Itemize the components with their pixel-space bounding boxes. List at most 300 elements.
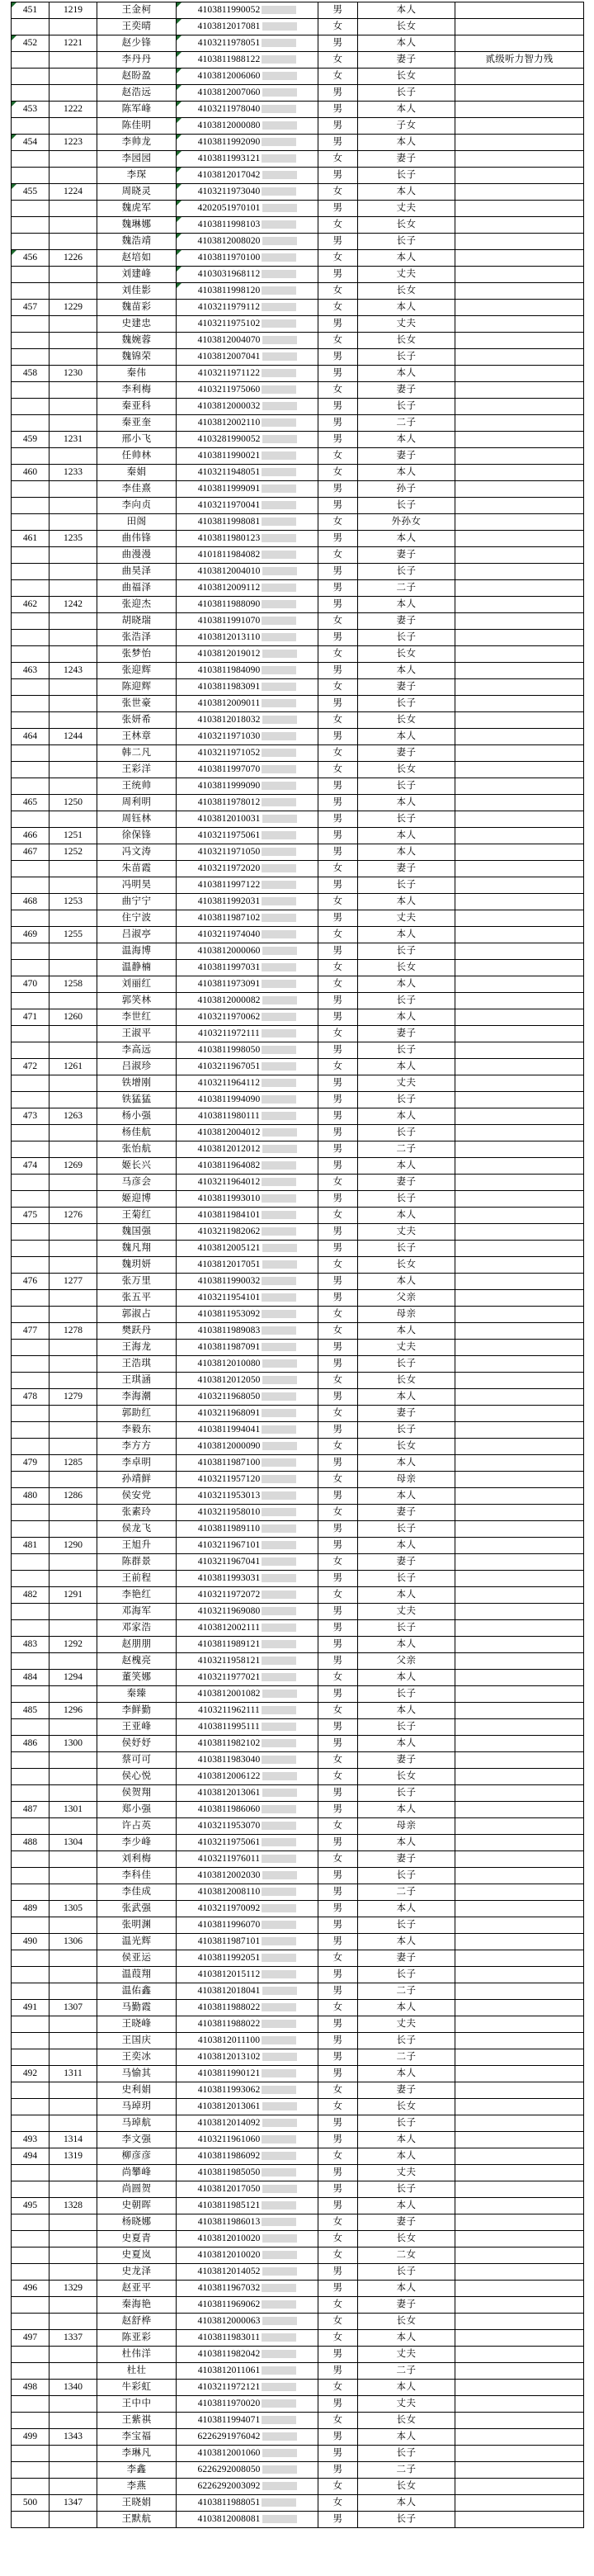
cell-name[interactable] xyxy=(97,877,177,894)
cell-household-no[interactable] xyxy=(50,1521,97,1538)
cell-relation[interactable] xyxy=(358,2248,455,2264)
cell-note[interactable] xyxy=(455,993,584,1009)
cell-household-no[interactable] xyxy=(50,2214,97,2231)
cell-name[interactable] xyxy=(97,1818,177,1835)
cell-id-number[interactable] xyxy=(177,877,318,894)
cell-relation[interactable] xyxy=(358,2495,455,2512)
cell-gender[interactable] xyxy=(318,514,358,531)
cell-relation[interactable] xyxy=(358,1257,455,1274)
cell-household-no[interactable] xyxy=(50,1719,97,1736)
cell-gender[interactable] xyxy=(318,1670,358,1686)
cell-id-number[interactable] xyxy=(177,2413,318,2429)
cell-gender[interactable] xyxy=(318,1488,358,1505)
cell-name[interactable] xyxy=(97,1108,177,1125)
cell-household-no[interactable] xyxy=(50,1587,97,1604)
cell-gender[interactable] xyxy=(318,448,358,465)
cell-gender[interactable] xyxy=(318,1851,358,1868)
cell-id-number[interactable] xyxy=(177,2165,318,2181)
cell-id-number[interactable] xyxy=(177,366,318,382)
cell-gender[interactable] xyxy=(318,1571,358,1587)
cell-sequence[interactable] xyxy=(12,432,50,448)
cell-note[interactable] xyxy=(455,2000,584,2016)
cell-name[interactable] xyxy=(97,1224,177,1241)
cell-note[interactable] xyxy=(455,1554,584,1571)
cell-sequence[interactable] xyxy=(12,696,50,712)
cell-relation[interactable] xyxy=(358,300,455,316)
cell-gender[interactable] xyxy=(318,2198,358,2214)
cell-id-number[interactable] xyxy=(177,2132,318,2148)
cell-note[interactable] xyxy=(455,2165,584,2181)
cell-name[interactable] xyxy=(97,2198,177,2214)
cell-sequence[interactable] xyxy=(12,85,50,102)
cell-name[interactable] xyxy=(97,1934,177,1950)
cell-relation[interactable] xyxy=(358,1455,455,1472)
cell-note[interactable] xyxy=(455,927,584,943)
cell-relation[interactable] xyxy=(358,1009,455,1026)
cell-gender[interactable] xyxy=(318,1736,358,1752)
cell-relation[interactable] xyxy=(358,613,455,630)
cell-note[interactable] xyxy=(455,1108,584,1125)
cell-sequence[interactable] xyxy=(12,531,50,547)
cell-note[interactable] xyxy=(455,1653,584,1670)
cell-id-number[interactable] xyxy=(177,1802,318,1818)
cell-id-number[interactable] xyxy=(177,399,318,415)
cell-name[interactable] xyxy=(97,1785,177,1802)
cell-relation[interactable] xyxy=(358,1752,455,1769)
cell-gender[interactable] xyxy=(318,943,358,960)
cell-name[interactable] xyxy=(97,1917,177,1934)
cell-name[interactable] xyxy=(97,234,177,250)
cell-relation[interactable] xyxy=(358,778,455,795)
cell-gender[interactable] xyxy=(318,894,358,910)
cell-gender[interactable] xyxy=(318,1274,358,1290)
cell-household-no[interactable] xyxy=(50,712,97,729)
cell-household-no[interactable] xyxy=(50,1934,97,1950)
cell-name[interactable] xyxy=(97,481,177,498)
cell-household-no[interactable] xyxy=(50,498,97,514)
cell-gender[interactable] xyxy=(318,349,358,366)
cell-sequence[interactable] xyxy=(12,580,50,597)
cell-name[interactable] xyxy=(97,1604,177,1620)
cell-note[interactable] xyxy=(455,1241,584,1257)
cell-note[interactable] xyxy=(455,1075,584,1092)
cell-household-no[interactable] xyxy=(50,1026,97,1042)
cell-id-number[interactable] xyxy=(177,1108,318,1125)
cell-household-no[interactable] xyxy=(50,2033,97,2049)
cell-sequence[interactable] xyxy=(12,102,50,118)
cell-sequence[interactable] xyxy=(12,894,50,910)
cell-note[interactable] xyxy=(455,498,584,514)
cell-relation[interactable] xyxy=(358,250,455,267)
cell-note[interactable] xyxy=(455,2248,584,2264)
cell-household-no[interactable] xyxy=(50,679,97,696)
cell-id-number[interactable] xyxy=(177,580,318,597)
cell-name[interactable] xyxy=(97,102,177,118)
cell-sequence[interactable] xyxy=(12,1769,50,1785)
cell-note[interactable] xyxy=(455,366,584,382)
cell-household-no[interactable] xyxy=(50,1439,97,1455)
cell-id-number[interactable] xyxy=(177,19,318,35)
cell-note[interactable] xyxy=(455,1290,584,1307)
cell-gender[interactable] xyxy=(318,2512,358,2528)
cell-name[interactable] xyxy=(97,1653,177,1670)
cell-id-number[interactable] xyxy=(177,2214,318,2231)
cell-note[interactable] xyxy=(455,399,584,415)
cell-name[interactable] xyxy=(97,1752,177,1769)
cell-relation[interactable] xyxy=(358,712,455,729)
cell-household-no[interactable] xyxy=(50,1108,97,1125)
cell-id-number[interactable] xyxy=(177,2314,318,2330)
cell-sequence[interactable] xyxy=(12,1785,50,1802)
cell-relation[interactable] xyxy=(358,910,455,927)
cell-note[interactable] xyxy=(455,2082,584,2099)
cell-sequence[interactable] xyxy=(12,1587,50,1604)
cell-household-no[interactable] xyxy=(50,1752,97,1769)
cell-relation[interactable] xyxy=(358,547,455,564)
cell-name[interactable] xyxy=(97,2148,177,2165)
cell-name[interactable] xyxy=(97,300,177,316)
cell-name[interactable] xyxy=(97,2214,177,2231)
cell-gender[interactable] xyxy=(318,2363,358,2380)
cell-relation[interactable] xyxy=(358,1637,455,1653)
cell-gender[interactable] xyxy=(318,696,358,712)
cell-note[interactable] xyxy=(455,85,584,102)
cell-name[interactable] xyxy=(97,2512,177,2528)
cell-relation[interactable] xyxy=(358,382,455,399)
cell-gender[interactable] xyxy=(318,2462,358,2479)
cell-note[interactable] xyxy=(455,69,584,85)
cell-sequence[interactable] xyxy=(12,1934,50,1950)
cell-id-number[interactable] xyxy=(177,1075,318,1092)
cell-relation[interactable] xyxy=(358,597,455,613)
cell-sequence[interactable] xyxy=(12,1307,50,1323)
cell-note[interactable] xyxy=(455,1505,584,1521)
cell-household-no[interactable] xyxy=(50,1191,97,1208)
cell-household-no[interactable] xyxy=(50,2099,97,2115)
cell-name[interactable] xyxy=(97,2297,177,2314)
cell-relation[interactable] xyxy=(358,2000,455,2016)
cell-id-number[interactable] xyxy=(177,795,318,811)
cell-gender[interactable] xyxy=(318,465,358,481)
cell-note[interactable] xyxy=(455,333,584,349)
cell-household-no[interactable] xyxy=(50,168,97,184)
cell-id-number[interactable] xyxy=(177,184,318,201)
cell-sequence[interactable] xyxy=(12,250,50,267)
cell-household-no[interactable] xyxy=(50,1653,97,1670)
cell-relation[interactable] xyxy=(358,1092,455,1108)
cell-gender[interactable] xyxy=(318,564,358,580)
cell-sequence[interactable] xyxy=(12,1323,50,1340)
cell-id-number[interactable] xyxy=(177,2,318,19)
cell-relation[interactable] xyxy=(358,1983,455,2000)
cell-sequence[interactable] xyxy=(12,135,50,151)
cell-sequence[interactable] xyxy=(12,1208,50,1224)
cell-name[interactable] xyxy=(97,1967,177,1983)
cell-gender[interactable] xyxy=(318,745,358,762)
cell-note[interactable] xyxy=(455,2363,584,2380)
cell-id-number[interactable] xyxy=(177,663,318,679)
cell-household-no[interactable] xyxy=(50,2165,97,2181)
cell-sequence[interactable] xyxy=(12,1736,50,1752)
cell-id-number[interactable] xyxy=(177,564,318,580)
cell-sequence[interactable] xyxy=(12,597,50,613)
cell-household-no[interactable] xyxy=(50,1868,97,1884)
cell-sequence[interactable] xyxy=(12,1604,50,1620)
cell-sequence[interactable] xyxy=(12,1075,50,1092)
cell-relation[interactable] xyxy=(358,2446,455,2462)
cell-name[interactable] xyxy=(97,1356,177,1373)
cell-id-number[interactable] xyxy=(177,1719,318,1736)
cell-gender[interactable] xyxy=(318,85,358,102)
cell-id-number[interactable] xyxy=(177,85,318,102)
cell-note[interactable] xyxy=(455,580,584,597)
cell-name[interactable] xyxy=(97,1587,177,1604)
cell-gender[interactable] xyxy=(318,1158,358,1175)
cell-relation[interactable] xyxy=(358,283,455,300)
cell-name[interactable] xyxy=(97,217,177,234)
cell-id-number[interactable] xyxy=(177,2000,318,2016)
cell-household-no[interactable] xyxy=(50,2512,97,2528)
cell-relation[interactable] xyxy=(358,481,455,498)
cell-sequence[interactable] xyxy=(12,2495,50,2512)
cell-relation[interactable] xyxy=(358,1736,455,1752)
cell-household-no[interactable] xyxy=(50,1538,97,1554)
cell-relation[interactable] xyxy=(358,960,455,976)
cell-id-number[interactable] xyxy=(177,448,318,465)
cell-id-number[interactable] xyxy=(177,1901,318,1917)
cell-sequence[interactable] xyxy=(12,1108,50,1125)
cell-household-no[interactable] xyxy=(50,2314,97,2330)
cell-sequence[interactable] xyxy=(12,2462,50,2479)
cell-gender[interactable] xyxy=(318,498,358,514)
cell-id-number[interactable] xyxy=(177,1835,318,1851)
cell-name[interactable] xyxy=(97,399,177,415)
cell-relation[interactable] xyxy=(358,267,455,283)
cell-note[interactable] xyxy=(455,52,584,69)
cell-household-no[interactable] xyxy=(50,663,97,679)
cell-name[interactable] xyxy=(97,415,177,432)
cell-gender[interactable] xyxy=(318,250,358,267)
cell-id-number[interactable] xyxy=(177,1373,318,1389)
cell-name[interactable] xyxy=(97,2132,177,2148)
cell-note[interactable] xyxy=(455,1686,584,1703)
cell-id-number[interactable] xyxy=(177,283,318,300)
cell-note[interactable] xyxy=(455,2066,584,2082)
cell-id-number[interactable] xyxy=(177,151,318,168)
cell-sequence[interactable] xyxy=(12,1554,50,1571)
cell-household-no[interactable] xyxy=(50,1274,97,1290)
cell-gender[interactable] xyxy=(318,135,358,151)
cell-sequence[interactable] xyxy=(12,234,50,250)
cell-sequence[interactable] xyxy=(12,1092,50,1108)
cell-sequence[interactable] xyxy=(12,778,50,795)
cell-name[interactable] xyxy=(97,514,177,531)
cell-id-number[interactable] xyxy=(177,1455,318,1472)
cell-note[interactable] xyxy=(455,828,584,844)
cell-household-no[interactable] xyxy=(50,729,97,745)
cell-relation[interactable] xyxy=(358,2198,455,2214)
cell-name[interactable] xyxy=(97,1769,177,1785)
cell-name[interactable] xyxy=(97,630,177,646)
cell-id-number[interactable] xyxy=(177,927,318,943)
cell-sequence[interactable] xyxy=(12,1274,50,1290)
cell-relation[interactable] xyxy=(358,679,455,696)
cell-sequence[interactable] xyxy=(12,2,50,19)
cell-household-no[interactable] xyxy=(50,1224,97,1241)
cell-name[interactable] xyxy=(97,1538,177,1554)
cell-relation[interactable] xyxy=(358,2082,455,2099)
cell-relation[interactable] xyxy=(358,1274,455,1290)
cell-relation[interactable] xyxy=(358,52,455,69)
cell-name[interactable] xyxy=(97,580,177,597)
cell-relation[interactable] xyxy=(358,448,455,465)
cell-id-number[interactable] xyxy=(177,1670,318,1686)
cell-relation[interactable] xyxy=(358,1439,455,1455)
cell-household-no[interactable] xyxy=(50,2413,97,2429)
cell-note[interactable] xyxy=(455,564,584,580)
cell-relation[interactable] xyxy=(358,514,455,531)
cell-relation[interactable] xyxy=(358,1653,455,1670)
cell-gender[interactable] xyxy=(318,151,358,168)
cell-note[interactable] xyxy=(455,1719,584,1736)
cell-sequence[interactable] xyxy=(12,1719,50,1736)
cell-household-no[interactable] xyxy=(50,564,97,580)
cell-relation[interactable] xyxy=(358,2181,455,2198)
cell-relation[interactable] xyxy=(358,1703,455,1719)
cell-note[interactable] xyxy=(455,135,584,151)
cell-id-number[interactable] xyxy=(177,1538,318,1554)
cell-gender[interactable] xyxy=(318,1554,358,1571)
cell-note[interactable] xyxy=(455,1389,584,1406)
cell-sequence[interactable] xyxy=(12,679,50,696)
cell-household-no[interactable] xyxy=(50,1373,97,1389)
cell-sequence[interactable] xyxy=(12,2099,50,2115)
cell-household-no[interactable] xyxy=(50,1059,97,1075)
cell-note[interactable] xyxy=(455,35,584,52)
cell-note[interactable] xyxy=(455,1488,584,1505)
cell-household-no[interactable] xyxy=(50,267,97,283)
cell-note[interactable] xyxy=(455,1026,584,1042)
cell-relation[interactable] xyxy=(358,2429,455,2446)
cell-relation[interactable] xyxy=(358,696,455,712)
cell-relation[interactable] xyxy=(358,102,455,118)
cell-household-no[interactable] xyxy=(50,910,97,927)
cell-relation[interactable] xyxy=(358,415,455,432)
cell-name[interactable] xyxy=(97,1290,177,1307)
cell-note[interactable] xyxy=(455,1637,584,1653)
cell-name[interactable] xyxy=(97,1274,177,1290)
cell-household-no[interactable] xyxy=(50,1075,97,1092)
cell-id-number[interactable] xyxy=(177,894,318,910)
cell-id-number[interactable] xyxy=(177,943,318,960)
cell-sequence[interactable] xyxy=(12,960,50,976)
cell-household-no[interactable] xyxy=(50,1406,97,1422)
cell-relation[interactable] xyxy=(358,2281,455,2297)
cell-id-number[interactable] xyxy=(177,1884,318,1901)
cell-sequence[interactable] xyxy=(12,349,50,366)
cell-id-number[interactable] xyxy=(177,2115,318,2132)
cell-sequence[interactable] xyxy=(12,2049,50,2066)
cell-note[interactable] xyxy=(455,382,584,399)
cell-relation[interactable] xyxy=(358,118,455,135)
cell-sequence[interactable] xyxy=(12,2479,50,2495)
cell-id-number[interactable] xyxy=(177,2330,318,2347)
cell-note[interactable] xyxy=(455,1967,584,1983)
cell-relation[interactable] xyxy=(358,201,455,217)
cell-note[interactable] xyxy=(455,2446,584,2462)
cell-sequence[interactable] xyxy=(12,1851,50,1868)
cell-name[interactable] xyxy=(97,2363,177,2380)
cell-household-no[interactable] xyxy=(50,960,97,976)
cell-name[interactable] xyxy=(97,1042,177,1059)
cell-household-no[interactable] xyxy=(50,1208,97,1224)
cell-name[interactable] xyxy=(97,778,177,795)
cell-household-no[interactable] xyxy=(50,2016,97,2033)
cell-name[interactable] xyxy=(97,2231,177,2248)
cell-name[interactable] xyxy=(97,1241,177,1257)
cell-sequence[interactable] xyxy=(12,1472,50,1488)
cell-gender[interactable] xyxy=(318,2000,358,2016)
cell-gender[interactable] xyxy=(318,201,358,217)
cell-name[interactable] xyxy=(97,349,177,366)
cell-gender[interactable] xyxy=(318,35,358,52)
cell-gender[interactable] xyxy=(318,1868,358,1884)
cell-gender[interactable] xyxy=(318,646,358,663)
cell-household-no[interactable] xyxy=(50,2049,97,2066)
cell-id-number[interactable] xyxy=(177,910,318,927)
cell-sequence[interactable] xyxy=(12,448,50,465)
cell-name[interactable] xyxy=(97,2347,177,2363)
cell-note[interactable] xyxy=(455,1274,584,1290)
cell-name[interactable] xyxy=(97,861,177,877)
cell-gender[interactable] xyxy=(318,2380,358,2396)
cell-note[interactable] xyxy=(455,1340,584,1356)
cell-note[interactable] xyxy=(455,1604,584,1620)
cell-id-number[interactable] xyxy=(177,2512,318,2528)
cell-name[interactable] xyxy=(97,1026,177,1042)
cell-name[interactable] xyxy=(97,151,177,168)
cell-household-no[interactable] xyxy=(50,778,97,795)
cell-household-no[interactable] xyxy=(50,19,97,35)
cell-name[interactable] xyxy=(97,1835,177,1851)
cell-note[interactable] xyxy=(455,976,584,993)
cell-id-number[interactable] xyxy=(177,1587,318,1604)
cell-sequence[interactable] xyxy=(12,151,50,168)
cell-name[interactable] xyxy=(97,1554,177,1571)
cell-id-number[interactable] xyxy=(177,1026,318,1042)
cell-household-no[interactable] xyxy=(50,2,97,19)
cell-note[interactable] xyxy=(455,1257,584,1274)
cell-gender[interactable] xyxy=(318,1125,358,1141)
cell-sequence[interactable] xyxy=(12,399,50,415)
cell-gender[interactable] xyxy=(318,1141,358,1158)
cell-name[interactable] xyxy=(97,2115,177,2132)
cell-sequence[interactable] xyxy=(12,415,50,432)
cell-id-number[interactable] xyxy=(177,2396,318,2413)
cell-name[interactable] xyxy=(97,2000,177,2016)
cell-id-number[interactable] xyxy=(177,2033,318,2049)
cell-id-number[interactable] xyxy=(177,1340,318,1356)
cell-gender[interactable] xyxy=(318,910,358,927)
cell-note[interactable] xyxy=(455,1785,584,1802)
cell-household-no[interactable] xyxy=(50,283,97,300)
cell-household-no[interactable] xyxy=(50,828,97,844)
cell-name[interactable] xyxy=(97,1736,177,1752)
cell-note[interactable] xyxy=(455,19,584,35)
cell-name[interactable] xyxy=(97,646,177,663)
cell-note[interactable] xyxy=(455,1868,584,1884)
cell-gender[interactable] xyxy=(318,283,358,300)
